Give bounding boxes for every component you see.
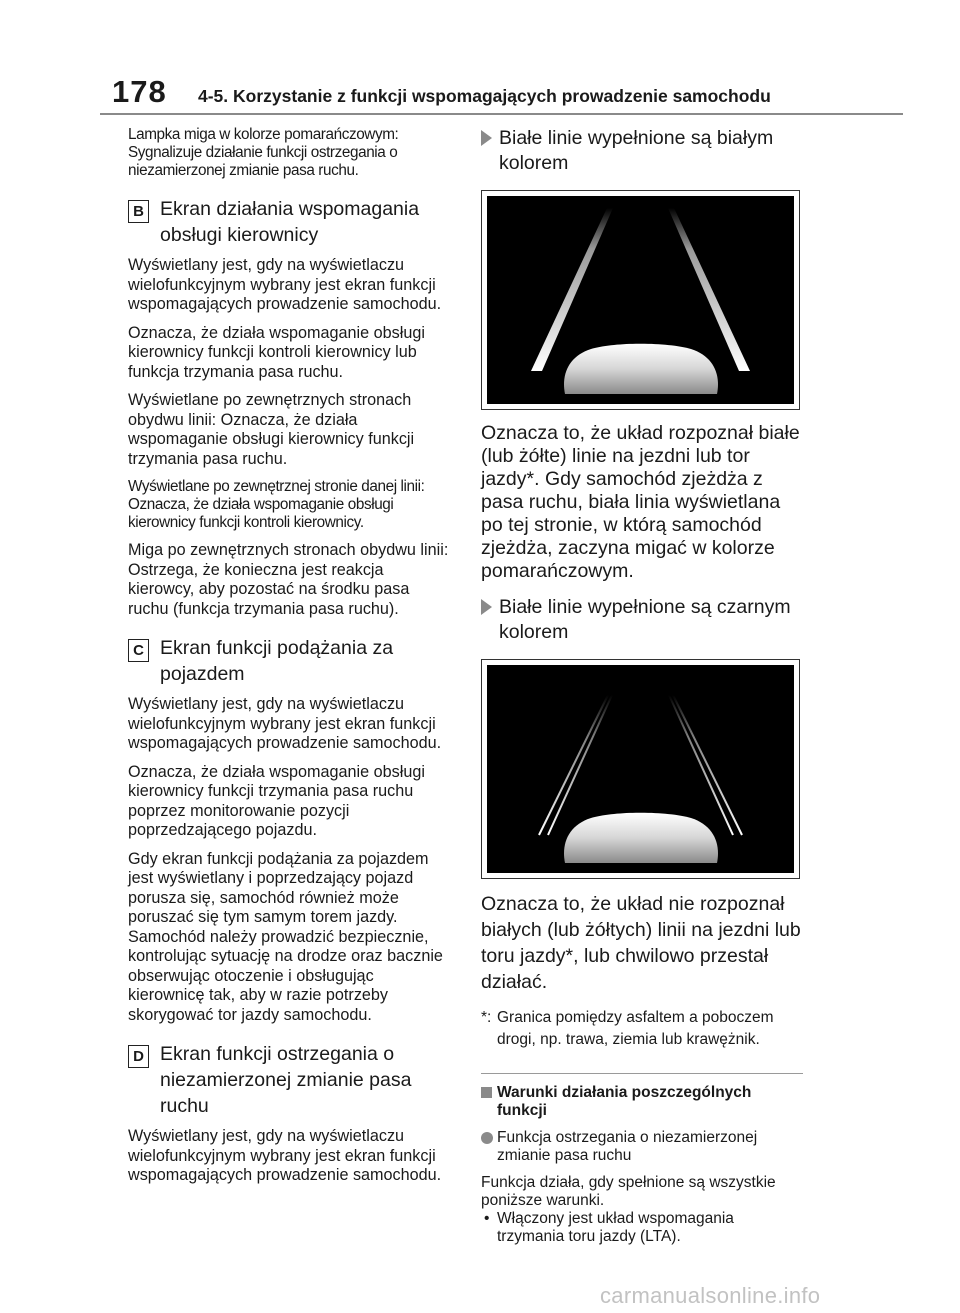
badge-d: D	[128, 1045, 149, 1068]
conditions-heading: Warunki działania poszczególnych funkcji	[481, 1084, 803, 1120]
section-b-heading	[128, 196, 450, 248]
intro-text: Lampka miga w kolorze pomarańczowym: Sygnalizuje działanie funkcji ostrzegania o niezamierzonej zmianie pasa ruchu.	[128, 126, 399, 179]
lane-lines-black-illustration	[487, 665, 794, 873]
section-b-para-3: Wyświetlane po zewnętrznych stronach obydwu linii: Oznacza, że działa wspomaganie obsługi kierownicy funkcji trzymania pasa ruchu.	[128, 391, 415, 468]
item1-heading: Białe linie wypełnione są białym kolorem	[481, 126, 803, 176]
footnote-text: Granica pomiędzy asfaltem a poboczem drogi, np. trawa, ziemia lub krawężnik.	[497, 1009, 774, 1048]
conditions-bullet-1: • Włączony jest układ wspomagania trzymania toru jazdy (LTA).	[481, 1210, 803, 1246]
vehicle-icon	[564, 344, 718, 394]
conditions-intro: Funkcja działa, gdy spełnione są wszystkie poniższe warunki.	[481, 1174, 776, 1209]
section-divider	[481, 1073, 803, 1074]
section-b-para-4: Wyświetlane po zewnętrznej stronie danej linii: Oznacza, że działa wspomaganie obsługi kierownicy funkcji kontroli kierownicy.	[128, 478, 425, 531]
badge-b: B	[128, 200, 149, 223]
section-c-heading	[128, 635, 450, 687]
vehicle-icon	[564, 813, 718, 863]
section-c-para-2: Oznacza, że działa wspomaganie obsługi kierownicy funkcji trzymania pasa ruchu poprzez monitorowanie pozycji poprzedzającego pojazdu.	[128, 762, 425, 839]
footnote	[481, 1007, 803, 1051]
section-c-para-3: Gdy ekran funkcji podążania za pojazdem jest wyświetlany i poprzedzający pojazd porusza się, samochód również może poruszać się tym samym torem jazdy. Samochód należy prowadzić bezpiecznie, kontrolując sytuację na drodze oraz bacznie obserwując otoczenie i obsługując kierownicę tak, aby w razie potrzeby skorygować tor jazdy samochodu.	[128, 849, 443, 1024]
section-d-para-1: Wyświetlany jest, gdy na wyświetlaczu wielofunkcyjnym wybrany jest ekran funkcji wspomagających prowadzenie samochodu.	[128, 1127, 442, 1184]
item2-heading: Białe linie wypełnione są czarnym kolorem	[481, 595, 803, 645]
footnote-mark: *:	[481, 1009, 492, 1026]
section-b-para-1: Wyświetlany jest, gdy na wyświetlaczu wielofunkcyjnym wybrany jest ekran funkcji wspomagających prowadzenie samochodu.	[128, 256, 442, 313]
section-d-title: Ekran funkcji ostrzegania o niezamierzonej zmianie pasa ruchu	[160, 1043, 412, 1117]
section-c-para-1: Wyświetlany jest, gdy na wyświetlaczu wielofunkcyjnym wybrany jest ekran funkcji wspomagających prowadzenie samochodu.	[128, 695, 442, 752]
watermark: carmanualsonline.info	[600, 1283, 821, 1308]
section-b-title: Ekran działania wspomagania obsługi kierownicy	[160, 198, 420, 246]
page-header	[0, 0, 960, 120]
lane-lines-white-figure	[481, 190, 800, 410]
section-b-para-5: Miga po zewnętrznych stronach obydwu linii: Ostrzega, że konieczna jest reakcja kierowcy, aby pozostać na środku pasa ruchu (funkcja trzymania pasa ruchu).	[128, 541, 449, 618]
chapter-title: 4-5. Korzystanie z funkcji wspomagających prowadzenie samochodu	[198, 86, 771, 106]
lane-lines-black-figure	[481, 659, 800, 879]
section-c-title: Ekran funkcji podążania za pojazdem	[160, 637, 394, 685]
item2-text: Oznacza to, że układ nie rozpoznał białych (lub żółtych) linii na jezdni lub toru jazdy*, lub chwilowo przestał działać.	[481, 893, 801, 993]
badge-c: C	[128, 639, 149, 662]
conditions-subheading: Funkcja ostrzegania o niezamierzonej zmianie pasa ruchu	[481, 1129, 803, 1165]
right-column	[481, 126, 803, 1246]
section-b-para-2: Oznacza, że działa wspomaganie obsługi kierownicy funkcji kontroli kierownicy lub funkcja trzymania pasa ruchu.	[128, 323, 425, 381]
page-number: 178	[112, 74, 167, 109]
lane-lines-white-illustration	[487, 196, 794, 404]
item1-text: Oznacza to, że układ rozpoznał białe (lub żółte) linie na jezdni lub tor jazdy*. Gdy samochód zjeżdża z pasa ruchu, biała linia wyświetlana po tej stronie, w którą samochód zjeżdża, zaczyna migać w kolorze pomarańczowym.	[481, 422, 800, 582]
section-d-heading	[128, 1041, 450, 1119]
header-rule	[100, 113, 903, 115]
left-column	[128, 126, 450, 1186]
